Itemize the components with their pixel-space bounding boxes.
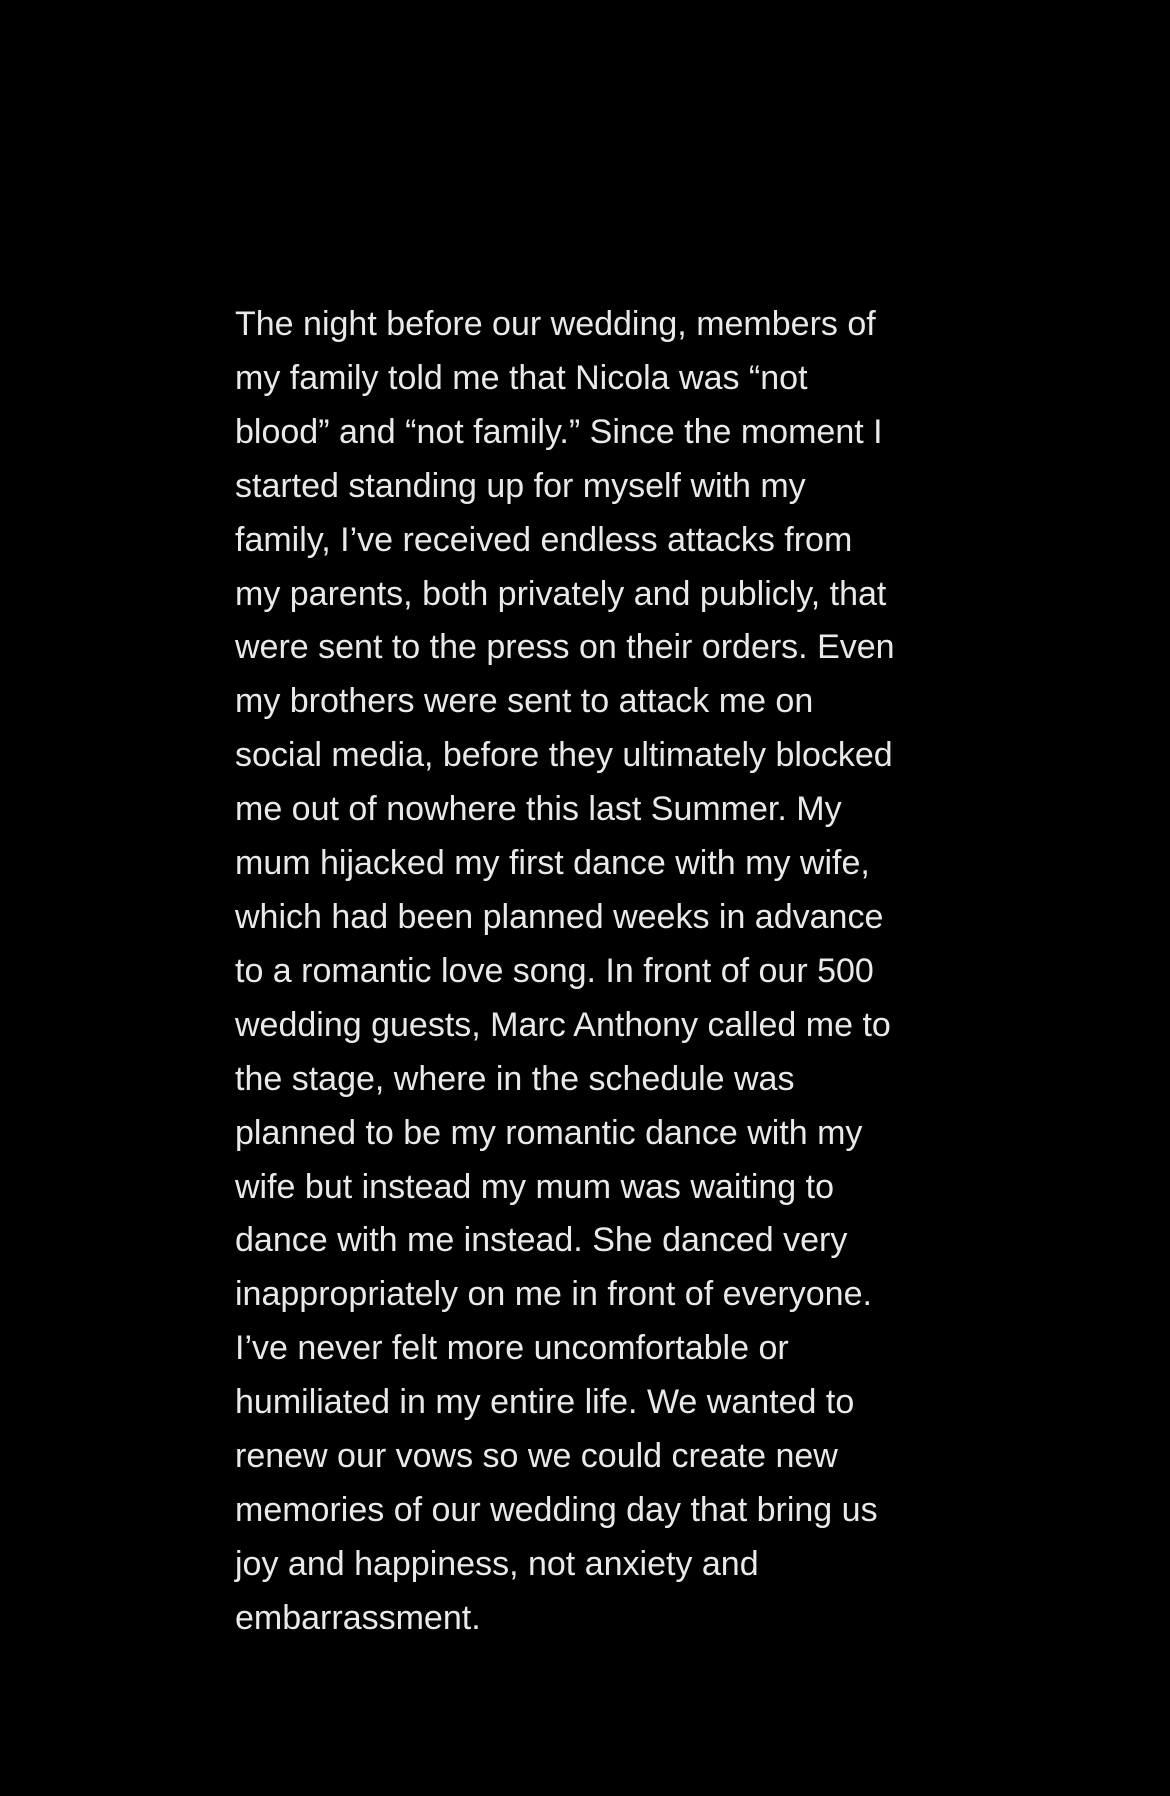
text-line: started standing up for myself with my xyxy=(235,466,806,505)
text-line: dance with me instead. She danced very xyxy=(235,1221,848,1260)
text-line: to a romantic love song. In front of our 500 xyxy=(235,951,874,990)
text-line: blood” and “not family.” Since the moment I xyxy=(235,412,883,451)
text-line: I’ve never felt more uncomfortable or xyxy=(235,1329,789,1368)
text-line: were sent to the press on their orders. Even xyxy=(235,628,895,667)
text-line: planned to be my romantic dance with my xyxy=(235,1113,863,1152)
text-line: mum hijacked my first dance with my wife, xyxy=(235,844,870,883)
text-line: my brothers were sent to attack me on xyxy=(235,682,814,721)
text-line: memories of our wedding day that bring us xyxy=(235,1490,878,1529)
text-line: wife but instead my mum was waiting to xyxy=(235,1167,835,1206)
text-line: humiliated in my entire life. We wanted to xyxy=(235,1383,855,1422)
text-line: which had been planned weeks in advance xyxy=(235,897,884,936)
text-line: inappropriately on me in front of everyone. xyxy=(235,1275,872,1314)
text-line: joy and happiness, not anxiety and xyxy=(235,1544,759,1583)
text-line: the stage, where in the schedule was xyxy=(235,1059,795,1098)
text-line: social media, before they ultimately blocked xyxy=(235,736,893,775)
text-line: wedding guests, Marc Anthony called me to xyxy=(235,1005,891,1044)
text-line: my family told me that Nicola was “not xyxy=(235,358,808,397)
text-line: my parents, both privately and publicly, that xyxy=(235,574,887,613)
text-line: me out of nowhere this last Summer. My xyxy=(235,790,842,829)
text-line: The night before our wedding, members of xyxy=(235,305,876,343)
text-line: family, I’ve received endless attacks from xyxy=(235,520,853,559)
statement-text xyxy=(235,298,975,1646)
text-line: renew our vows so we could create new xyxy=(235,1437,838,1476)
text-line: embarrassment. xyxy=(235,1598,481,1637)
